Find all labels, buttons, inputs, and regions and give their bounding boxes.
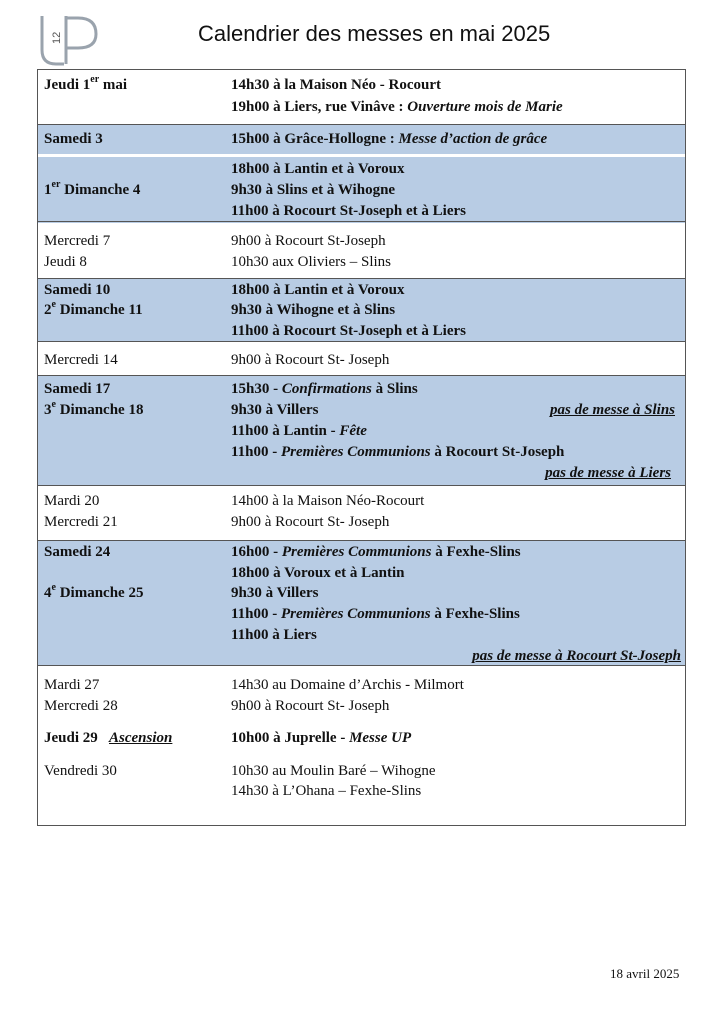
mass-entry: 14h00 à la Maison Néo-Rocourt <box>231 493 425 509</box>
document-date: 18 avril 2025 <box>610 966 680 981</box>
mass-entry: 9h00 à Rocourt St- Joseph <box>231 698 390 714</box>
day-label: 2e Dimanche 11 <box>44 299 143 318</box>
page-title: Calendrier des messes en mai 2025 <box>198 21 551 46</box>
day-label: 4e Dimanche 25 <box>44 582 144 601</box>
mass-entry: 16h00 - Premières Communions à Fexhe-Slins <box>231 544 521 560</box>
up-logo <box>38 14 100 70</box>
mass-entry: 10h00 à Juprelle - Messe UP <box>231 730 412 746</box>
week-block-3 <box>38 155 685 223</box>
day-label: 1er Dimanche 4 <box>44 179 141 198</box>
mass-entry: 14h30 au Domaine d’Archis - Milmort <box>231 677 464 693</box>
day-label: Mercredi 21 <box>44 514 118 530</box>
mass-entry: 11h00 à Rocourt St-Joseph et à Liers <box>231 323 466 339</box>
mass-entry: 14h30 à la Maison Néo - Rocourt <box>231 77 441 93</box>
mass-entry: 11h00 à Liers <box>231 627 317 643</box>
cancellation-note: pas de messe à Liers <box>545 465 671 481</box>
day-label: Samedi 3 <box>44 131 103 147</box>
day-label: Samedi 24 <box>44 544 111 560</box>
mass-entry: 11h00 à Lantin - Fête <box>231 423 367 439</box>
mass-schedule-table <box>37 69 686 826</box>
day-label: Jeudi 1er mai <box>44 74 128 93</box>
mass-entry: 19h00 à Liers, rue Vinâve : Ouverture mois de Marie <box>231 99 563 115</box>
week-block-5 <box>38 278 685 342</box>
mass-entry: 9h00 à Rocourt St- Joseph <box>231 352 390 368</box>
mass-entry: 11h00 - Premières Communions à Fexhe-Slins <box>231 606 520 622</box>
cancellation-note: pas de messe à Rocourt St-Joseph <box>472 648 681 664</box>
mass-entry: 9h30 à Wihogne et à Slins <box>231 302 396 318</box>
mass-entry: 9h30 à Slins et à Wihogne <box>231 182 396 198</box>
day-label: Samedi 17 <box>44 381 111 397</box>
feast-label: Ascension <box>109 730 173 746</box>
week-block-6 <box>38 341 685 376</box>
mass-entry: 9h30 à Villers <box>231 402 319 418</box>
mass-entry: 15h30 - Confirmations à Slins <box>231 381 418 397</box>
week-block-4 <box>38 221 685 279</box>
day-label: Mercredi 7 <box>44 233 111 249</box>
day-label: Vendredi 30 <box>44 763 117 779</box>
week-block-7 <box>38 375 685 486</box>
day-label: Mardi 20 <box>44 493 100 509</box>
day-label: Mardi 27 <box>44 677 100 693</box>
week-block-10 <box>38 665 685 827</box>
week-block-8 <box>38 485 685 541</box>
day-label: Jeudi 29 Ascension <box>44 730 173 746</box>
week-block-1 <box>38 70 685 124</box>
day-label: 3e Dimanche 18 <box>44 399 144 418</box>
mass-entry: 18h00 à Lantin et à Voroux <box>231 161 405 177</box>
mass-entry: 14h30 à L’Ohana – Fexhe-Slins <box>231 783 422 799</box>
mass-entry: 10h30 aux Oliviers – Slins <box>231 254 391 270</box>
day-label: Jeudi 8 <box>44 254 87 270</box>
day-label: Mercredi 28 <box>44 698 118 714</box>
mass-entry: 11h00 - Premières Communions à Rocourt St-Joseph <box>231 444 565 460</box>
mass-entry: 11h00 à Rocourt St-Joseph et à Liers <box>231 203 466 219</box>
mass-entry: 18h00 à Lantin et à Voroux <box>231 282 405 298</box>
day-label: Samedi 10 <box>44 282 111 298</box>
mass-entry: 9h00 à Rocourt St- Joseph <box>231 514 390 530</box>
week-block-2 <box>38 124 685 154</box>
mass-entry: 15h00 à Grâce-Hollogne : Messe d’action de grâce <box>231 131 548 147</box>
cancellation-note: pas de messe à Slins <box>549 402 675 418</box>
week-block-9 <box>38 540 685 666</box>
mass-entry: 9h30 à Villers <box>231 585 319 601</box>
logo-number: 12 <box>51 31 63 44</box>
mass-entry: 9h00 à Rocourt St-Joseph <box>231 233 386 249</box>
mass-entry: 10h30 au Moulin Baré – Wihogne <box>231 763 436 779</box>
day-label: Mercredi 14 <box>44 352 118 368</box>
mass-entry: 18h00 à Voroux et à Lantin <box>231 565 405 581</box>
